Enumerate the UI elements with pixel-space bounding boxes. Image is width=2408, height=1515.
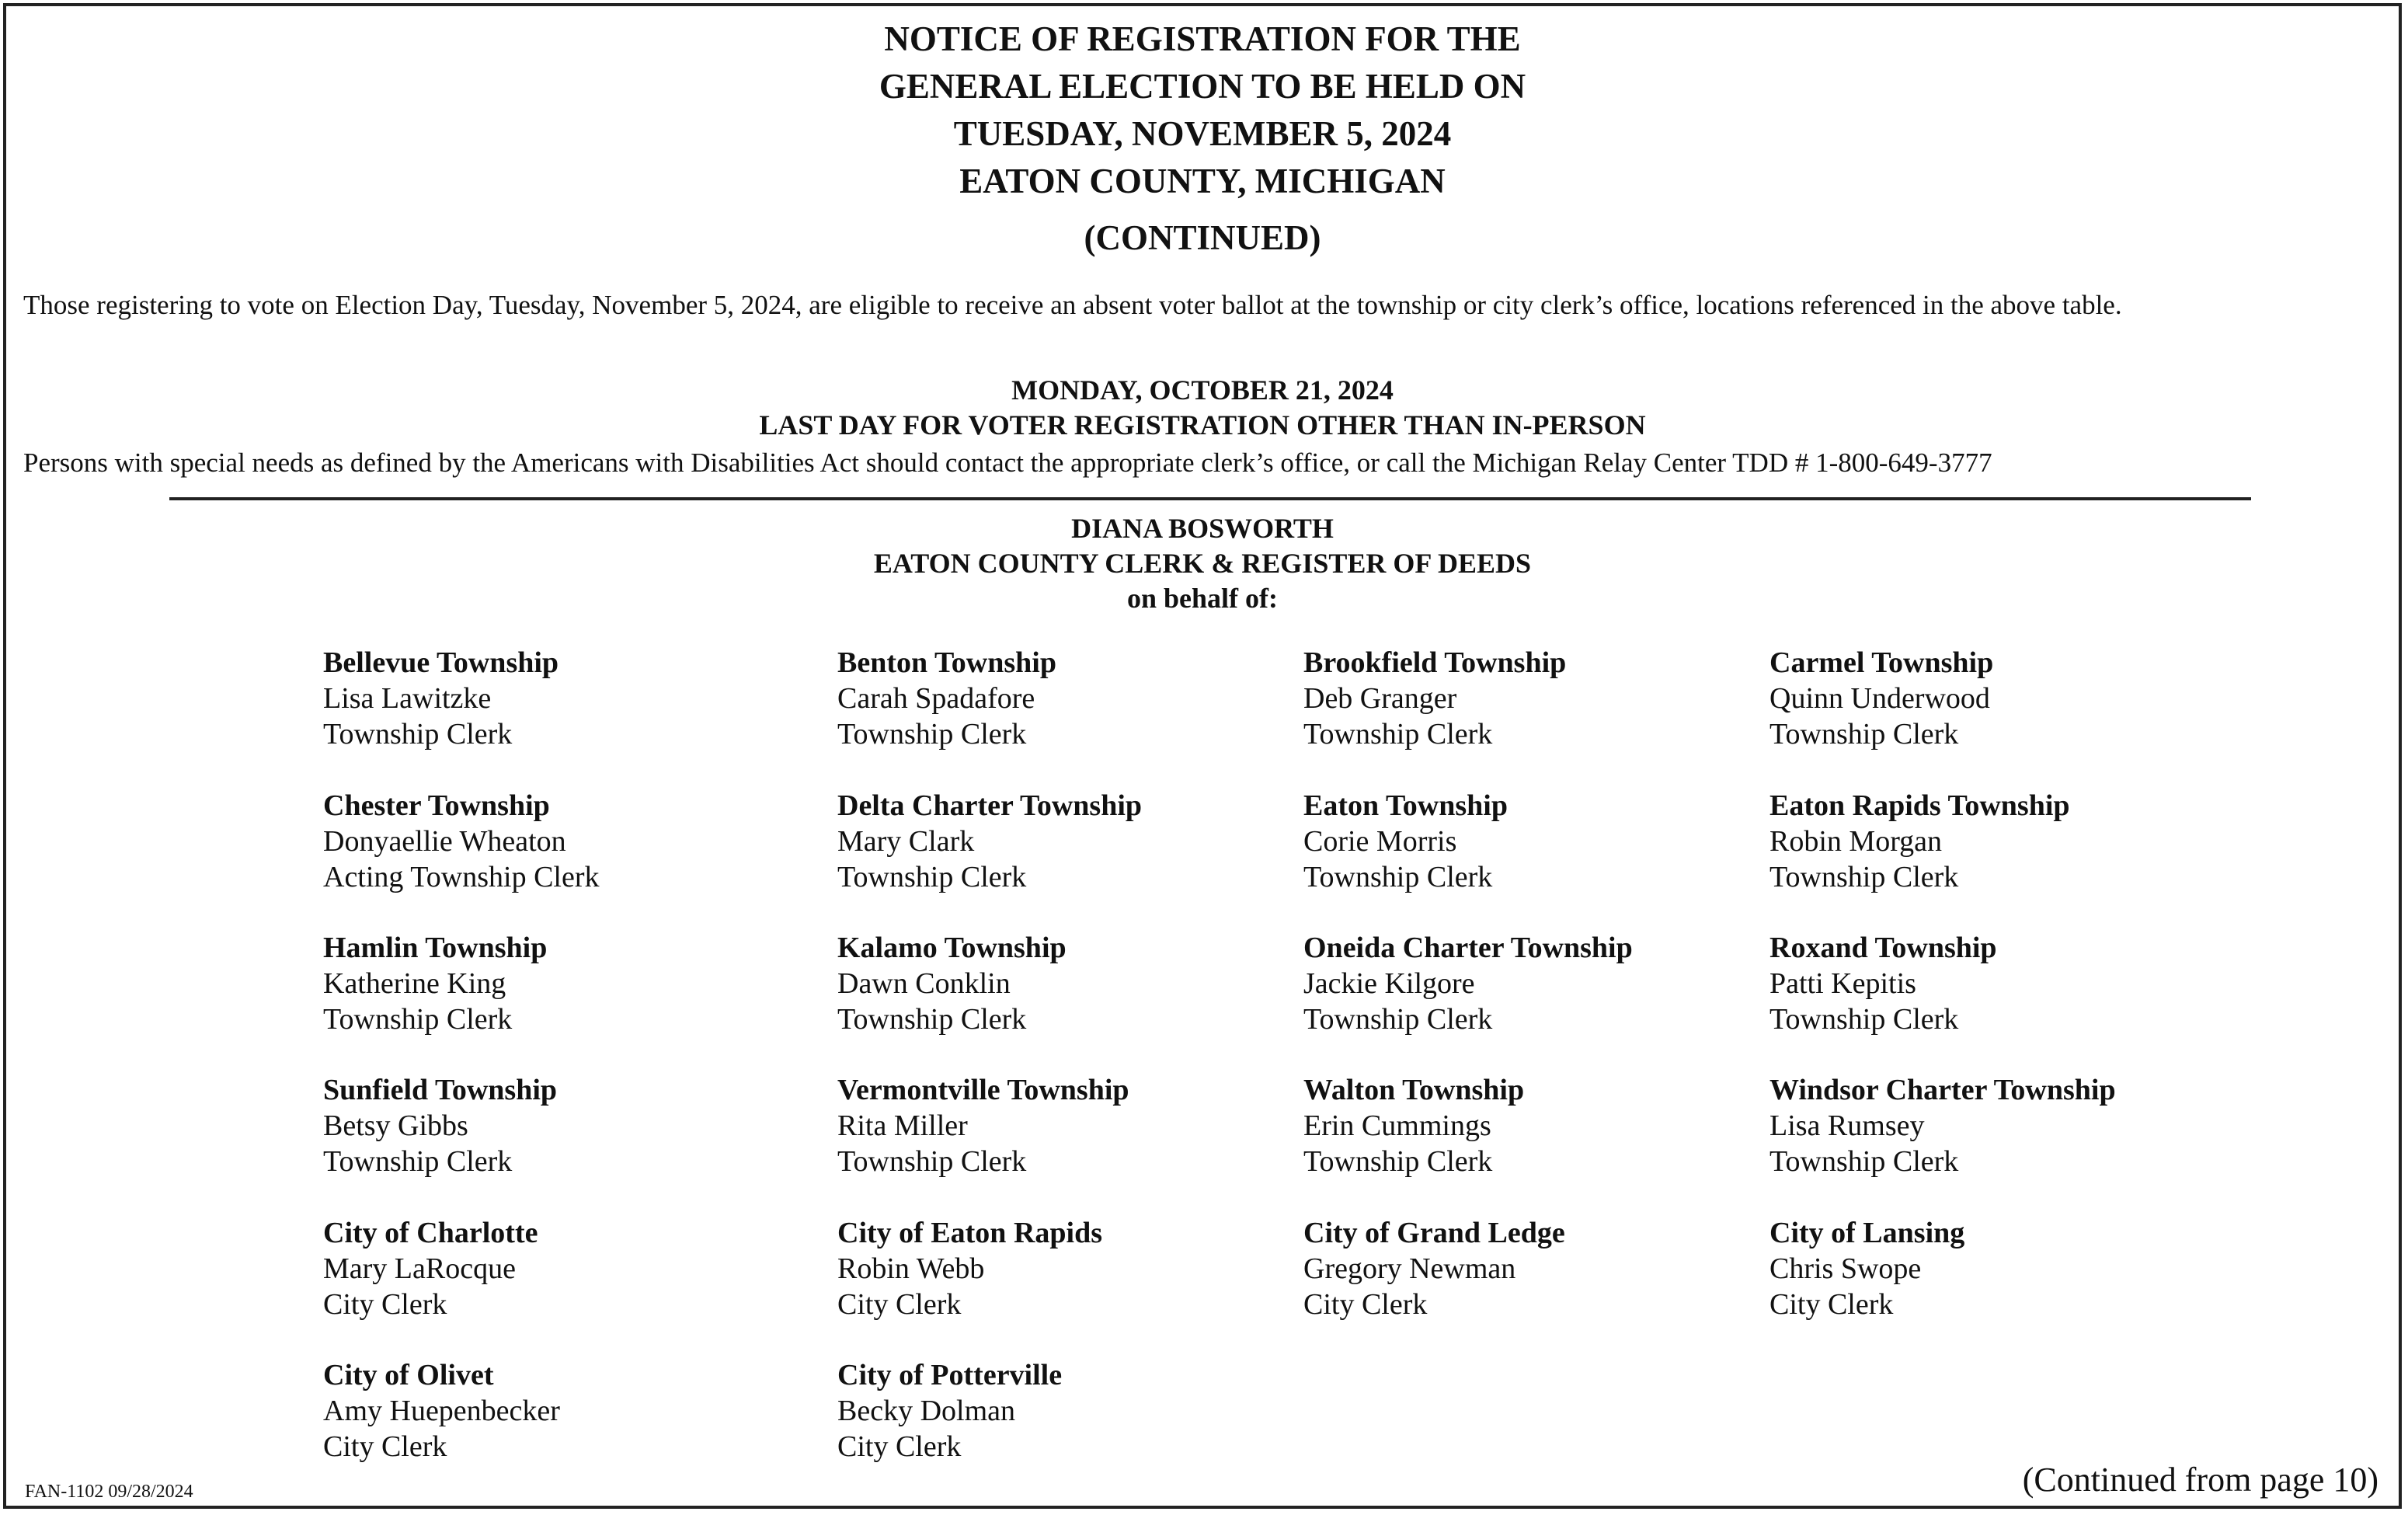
clerk-office: Walton Township: [1303, 1074, 1525, 1106]
clerk-name: Becky Dolman: [837, 1395, 1016, 1427]
clerk-office: Benton Township: [837, 646, 1056, 679]
title-line: EATON COUNTY, MICHIGAN: [959, 162, 1446, 200]
clerk-name: Betsy Gibbs: [323, 1109, 468, 1142]
clerk-role: Township Clerk: [837, 861, 1027, 893]
clerk-office: City of Lansing: [1769, 1217, 1965, 1249]
clerk-role: City Clerk: [323, 1288, 447, 1321]
notice-frame: [3, 3, 2402, 1509]
clerk-role: City Clerk: [323, 1430, 447, 1463]
clerk-name: Gregory Newman: [1303, 1252, 1516, 1285]
clerk-entry: [837, 1072, 1129, 1179]
on-behalf-label: on behalf of:: [1126, 583, 1278, 614]
clerk-office: City of Olivet: [323, 1359, 494, 1391]
clerk-role: City Clerk: [1769, 1288, 1894, 1321]
notice-title: [6, 16, 2399, 205]
clerk-entry: [837, 1357, 1062, 1464]
clerk-directory: [323, 645, 2203, 1468]
clerk-name: Corie Morris: [1303, 825, 1457, 858]
clerk-role: Township Clerk: [1303, 718, 1493, 751]
clerk-office: Kalamo Township: [837, 932, 1067, 964]
clerk-name: Rita Miller: [837, 1109, 968, 1142]
divider: [169, 497, 2251, 500]
clerk-office: City of Potterville: [837, 1359, 1063, 1391]
clerk-office: Brookfield Township: [1303, 646, 1567, 679]
clerk-entry: [1303, 1072, 1524, 1179]
clerk-name: Katherine King: [323, 967, 506, 1000]
clerk-role: Township Clerk: [1303, 1003, 1493, 1036]
clerk-office: City of Eaton Rapids: [837, 1217, 1102, 1249]
county-clerk-title: EATON COUNTY CLERK & REGISTER OF DEEDS: [873, 548, 1532, 579]
clerk-office: Oneida Charter Township: [1303, 932, 1633, 964]
clerk-role: Township Clerk: [1303, 861, 1493, 893]
clerk-name: Deb Granger: [1303, 682, 1457, 715]
clerk-entry: [837, 930, 1067, 1037]
clerk-entry: [1303, 930, 1633, 1037]
county-clerk-name: DIANA BOSWORTH: [1071, 513, 1334, 544]
clerk-entry: [323, 1357, 560, 1464]
clerk-entry: [323, 788, 600, 895]
clerk-name: Lisa Rumsey: [1769, 1109, 1925, 1142]
clerk-name: Donyaellie Wheaton: [323, 825, 566, 858]
clerk-role: Township Clerk: [1769, 718, 1959, 751]
clerk-name: Amy Huepenbecker: [323, 1395, 560, 1427]
title-line: GENERAL ELECTION TO BE HELD ON: [879, 67, 1526, 106]
intro-paragraph: Those registering to vote on Election Day, Tuesday, November 5, 2024, are eligible to receive an absent voter ballot at the township or city clerk’s office, locations referenced in the above table.: [23, 290, 2122, 320]
clerk-entry: [837, 645, 1056, 752]
publication-code: FAN-1102 09/28/2024: [25, 1482, 193, 1502]
clerk-entry: [837, 1215, 1102, 1322]
clerk-role: Township Clerk: [1303, 1145, 1493, 1178]
clerk-entry: [323, 645, 559, 752]
clerk-entry: [1769, 645, 1993, 752]
clerk-entry: [323, 1215, 538, 1322]
deadline-date: MONDAY, OCTOBER 21, 2024: [1011, 374, 1394, 406]
clerk-entry: [323, 930, 547, 1037]
title-line: TUESDAY, NOVEMBER 5, 2024: [953, 114, 1452, 153]
clerk-office: Vermontville Township: [837, 1074, 1129, 1106]
clerk-role: City Clerk: [1303, 1288, 1428, 1321]
clerk-role: Township Clerk: [1769, 1145, 1959, 1178]
clerk-office: Eaton Township: [1303, 789, 1508, 822]
clerk-entry: [1303, 788, 1508, 895]
clerk-name: Dawn Conklin: [837, 967, 1011, 1000]
clerk-role: Township Clerk: [837, 1145, 1027, 1178]
special-needs-notice: Persons with special needs as defined by the Americans with Disabilities Act should contact the appropriate clerk’s office, or call the Michigan Relay Center TDD # 1-800-649-3777: [23, 448, 1992, 478]
clerk-name: Robin Morgan: [1769, 825, 1943, 858]
clerk-name: Erin Cummings: [1303, 1109, 1491, 1142]
clerk-role: City Clerk: [837, 1288, 962, 1321]
clerk-office: Hamlin Township: [323, 932, 548, 964]
clerk-name: Quinn Underwood: [1769, 682, 1990, 715]
clerk-name: Lisa Lawitzke: [323, 682, 492, 715]
clerk-entry: [1769, 930, 1997, 1037]
clerk-role: Township Clerk: [837, 1003, 1027, 1036]
clerk-office: Bellevue Township: [323, 646, 559, 679]
clerk-office: Windsor Charter Township: [1769, 1074, 2116, 1106]
clerk-name: Mary Clark: [837, 825, 975, 858]
clerk-entry: [323, 1072, 557, 1179]
clerk-name: Mary LaRocque: [323, 1252, 516, 1285]
clerk-role: Acting Township Clerk: [323, 861, 600, 893]
clerk-office: Chester Township: [323, 789, 550, 822]
clerk-role: Township Clerk: [323, 1003, 513, 1036]
clerk-name: Robin Webb: [837, 1252, 985, 1285]
clerk-role: Township Clerk: [1769, 861, 1959, 893]
clerk-office: Eaton Rapids Township: [1769, 789, 2070, 822]
clerk-entry: [837, 788, 1142, 895]
clerk-role: Township Clerk: [837, 718, 1027, 751]
clerk-office: Carmel Township: [1769, 646, 1994, 679]
clerk-role: Township Clerk: [323, 1145, 513, 1178]
clerk-entry: [1303, 645, 1566, 752]
clerk-name: Carah Spadafore: [837, 682, 1035, 715]
clerk-office: City of Charlotte: [323, 1217, 538, 1249]
continued-label: (CONTINUED): [1084, 218, 1321, 257]
clerk-role: City Clerk: [837, 1430, 962, 1463]
title-line: NOTICE OF REGISTRATION FOR THE: [884, 19, 1521, 58]
county-clerk-block: [6, 511, 2399, 616]
clerk-entry: [1769, 1215, 1964, 1322]
clerk-entry: [1769, 1072, 2116, 1179]
clerk-entry: [1769, 788, 2070, 895]
registration-deadline: [6, 373, 2399, 443]
clerk-name: Jackie Kilgore: [1303, 967, 1475, 1000]
continued-from-label: (Continued from page 10): [2022, 1461, 2378, 1499]
clerk-office: Delta Charter Township: [837, 789, 1143, 822]
clerk-role: Township Clerk: [323, 718, 513, 751]
clerk-office: Sunfield Township: [323, 1074, 558, 1106]
clerk-name: Chris Swope: [1769, 1252, 1922, 1285]
clerk-office: City of Grand Ledge: [1303, 1217, 1565, 1249]
clerk-entry: [1303, 1215, 1565, 1322]
clerk-role: Township Clerk: [1769, 1003, 1959, 1036]
deadline-text: LAST DAY FOR VOTER REGISTRATION OTHER THAN IN-PERSON: [759, 409, 1646, 441]
clerk-office: Roxand Township: [1769, 932, 1997, 964]
clerk-name: Patti Kepitis: [1769, 967, 1916, 1000]
